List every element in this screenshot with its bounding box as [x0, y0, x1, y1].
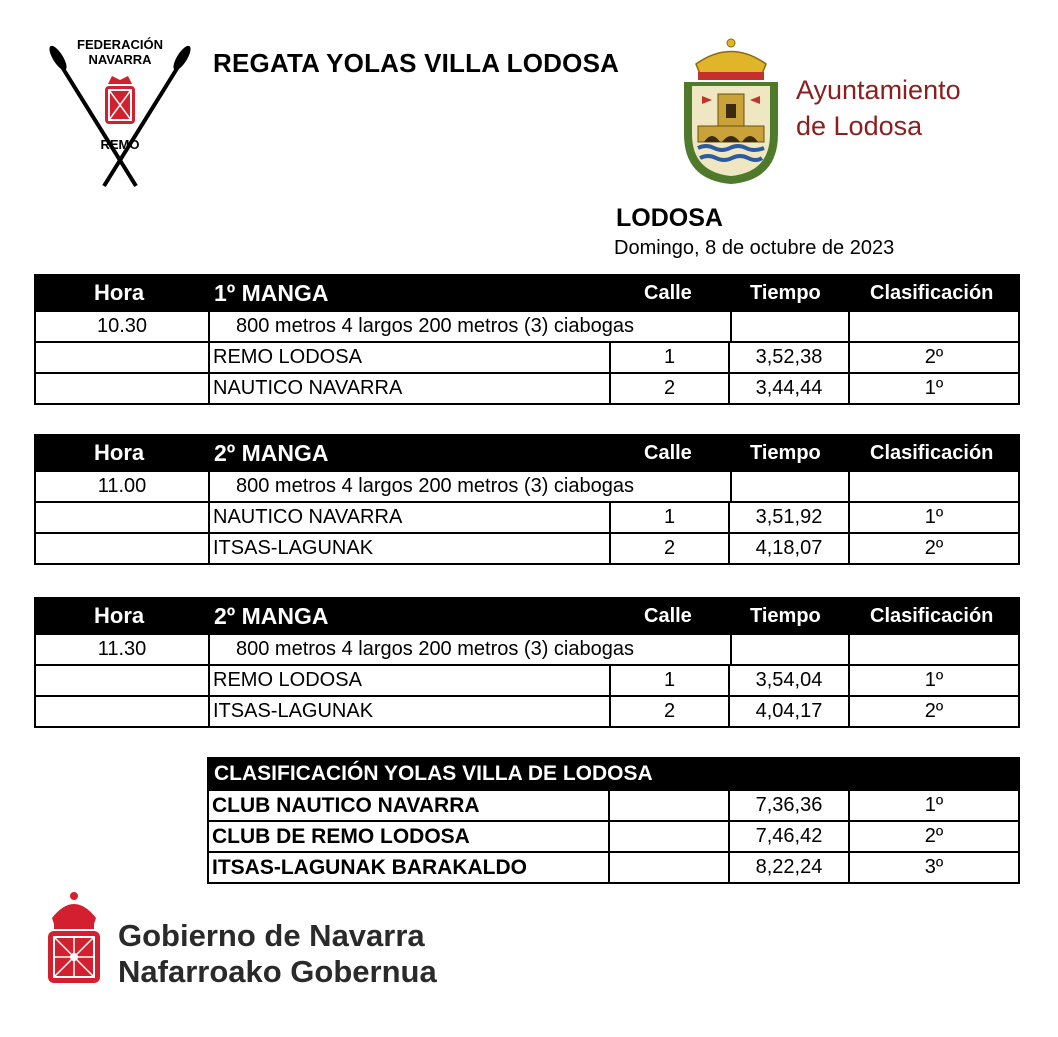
col-tiempo: Tiempo	[750, 282, 821, 304]
club-name: ITSAS-LAGUNAK	[210, 697, 611, 726]
empty-cell	[36, 697, 210, 726]
table-row	[207, 791, 1020, 822]
col-calle: Calle	[644, 282, 692, 304]
rank: 1º	[924, 794, 944, 816]
empty-cell	[36, 343, 210, 372]
col-calle: Calle	[644, 442, 692, 464]
col-clasificacion: Clasificación	[870, 605, 994, 627]
gobierno-line1: Gobierno de Navarra	[118, 918, 425, 953]
empty-cell	[36, 534, 210, 563]
table-row	[34, 343, 1020, 374]
col-calle: Calle	[644, 605, 692, 627]
total-time: 8,22,24	[730, 853, 850, 882]
lane: 1	[611, 503, 730, 532]
time: 3,51,92	[730, 503, 850, 532]
col-clasificacion: Clasificación	[870, 442, 994, 464]
club-name: NAUTICO NAVARRA	[210, 374, 611, 403]
table-row	[207, 822, 1020, 853]
fed-logo-bottom-text: REMO	[100, 137, 140, 152]
navarra-coat-of-arms-icon	[44, 890, 104, 986]
final-classification-title: CLASIFICACIÓN YOLAS VILLA DE LODOSA	[207, 757, 1020, 791]
table-row	[34, 697, 1020, 728]
race-info-row	[34, 472, 1020, 503]
table-row	[34, 534, 1020, 565]
race-header	[34, 274, 1020, 312]
table-row	[34, 666, 1020, 697]
rank: 2º	[924, 825, 944, 847]
lane: 2	[611, 374, 730, 403]
time: 3,54,04	[730, 666, 850, 695]
lane: 1	[611, 343, 730, 372]
col-hora: Hora	[94, 603, 145, 628]
fed-logo-top-text-2: NAVARRA	[88, 52, 152, 67]
race-distance: 800 metros 4 largos 200 metros (3) ciabogas	[236, 315, 634, 337]
race-info-row	[34, 635, 1020, 666]
empty-cell	[610, 822, 730, 851]
empty-cell	[36, 666, 210, 695]
club-name: ITSAS-LAGUNAK BARAKALDO	[209, 853, 610, 882]
lodosa-coat-of-arms-icon	[676, 34, 786, 186]
table-row	[207, 853, 1020, 884]
empty-cell	[610, 791, 730, 820]
race-header	[34, 597, 1020, 635]
col-hora: Hora	[94, 280, 145, 305]
event-place: LODOSA	[616, 204, 723, 232]
lane: 1	[611, 666, 730, 695]
rank: 1º	[924, 669, 944, 691]
club-name: ITSAS-LAGUNAK	[210, 534, 611, 563]
fed-logo-top-text-1: FEDERACIÓN	[77, 37, 163, 52]
club-name: REMO LODOSA	[210, 343, 611, 372]
rank: 3º	[924, 856, 944, 878]
race-info-row	[34, 312, 1020, 343]
event-date: Domingo, 8 de octubre de 2023	[614, 237, 895, 259]
empty-cell	[36, 503, 210, 532]
empty-cell	[730, 635, 850, 664]
total-time: 7,36,36	[730, 791, 850, 820]
race-time: 10.30	[36, 312, 210, 341]
race-manga-title: 2º MANGA	[214, 440, 329, 466]
lane: 2	[611, 697, 730, 726]
empty-cell	[730, 312, 850, 341]
gobierno-line2: Nafarroako Gobernua	[118, 954, 437, 989]
race-time: 11.30	[36, 635, 210, 664]
lane: 2	[611, 534, 730, 563]
rank: 2º	[924, 537, 944, 559]
rank: 2º	[924, 346, 944, 368]
empty-cell	[730, 472, 850, 501]
race-table-2	[34, 434, 1020, 565]
race-table-3	[34, 597, 1020, 728]
club-name: REMO LODOSA	[210, 666, 611, 695]
rank: 1º	[924, 377, 944, 399]
race-time: 11.00	[36, 472, 210, 501]
rank: 2º	[924, 700, 944, 722]
ayuntamiento-line1: Ayuntamiento	[796, 75, 961, 105]
time: 4,04,17	[730, 697, 850, 726]
race-manga-title: 1º MANGA	[214, 280, 329, 306]
race-distance: 800 metros 4 largos 200 metros (3) ciabogas	[236, 475, 634, 497]
ayuntamiento-name	[796, 72, 961, 144]
table-row	[34, 503, 1020, 534]
club-name: NAUTICO NAVARRA	[210, 503, 611, 532]
col-clasificacion: Clasificación	[870, 282, 994, 304]
empty-cell	[36, 374, 210, 403]
col-tiempo: Tiempo	[750, 605, 821, 627]
club-name: CLUB NAUTICO NAVARRA	[209, 791, 610, 820]
gobierno-navarra-name	[118, 918, 437, 990]
race-manga-title: 2º MANGA	[214, 603, 329, 629]
race-table-1	[34, 274, 1020, 405]
federacion-navarra-remo-logo	[40, 36, 200, 190]
empty-cell	[610, 853, 730, 882]
rank: 1º	[924, 506, 944, 528]
total-time: 7,46,42	[730, 822, 850, 851]
race-distance: 800 metros 4 largos 200 metros (3) ciabogas	[236, 638, 634, 660]
final-classification-table	[207, 757, 1020, 884]
time: 4,18,07	[730, 534, 850, 563]
table-row	[34, 374, 1020, 405]
race-header	[34, 434, 1020, 472]
time: 3,44,44	[730, 374, 850, 403]
time: 3,52,38	[730, 343, 850, 372]
club-name: CLUB DE REMO LODOSA	[209, 822, 610, 851]
col-tiempo: Tiempo	[750, 442, 821, 464]
ayuntamiento-line2: de Lodosa	[796, 111, 923, 141]
page-title: REGATA YOLAS VILLA LODOSA	[213, 48, 620, 78]
col-hora: Hora	[94, 440, 145, 465]
